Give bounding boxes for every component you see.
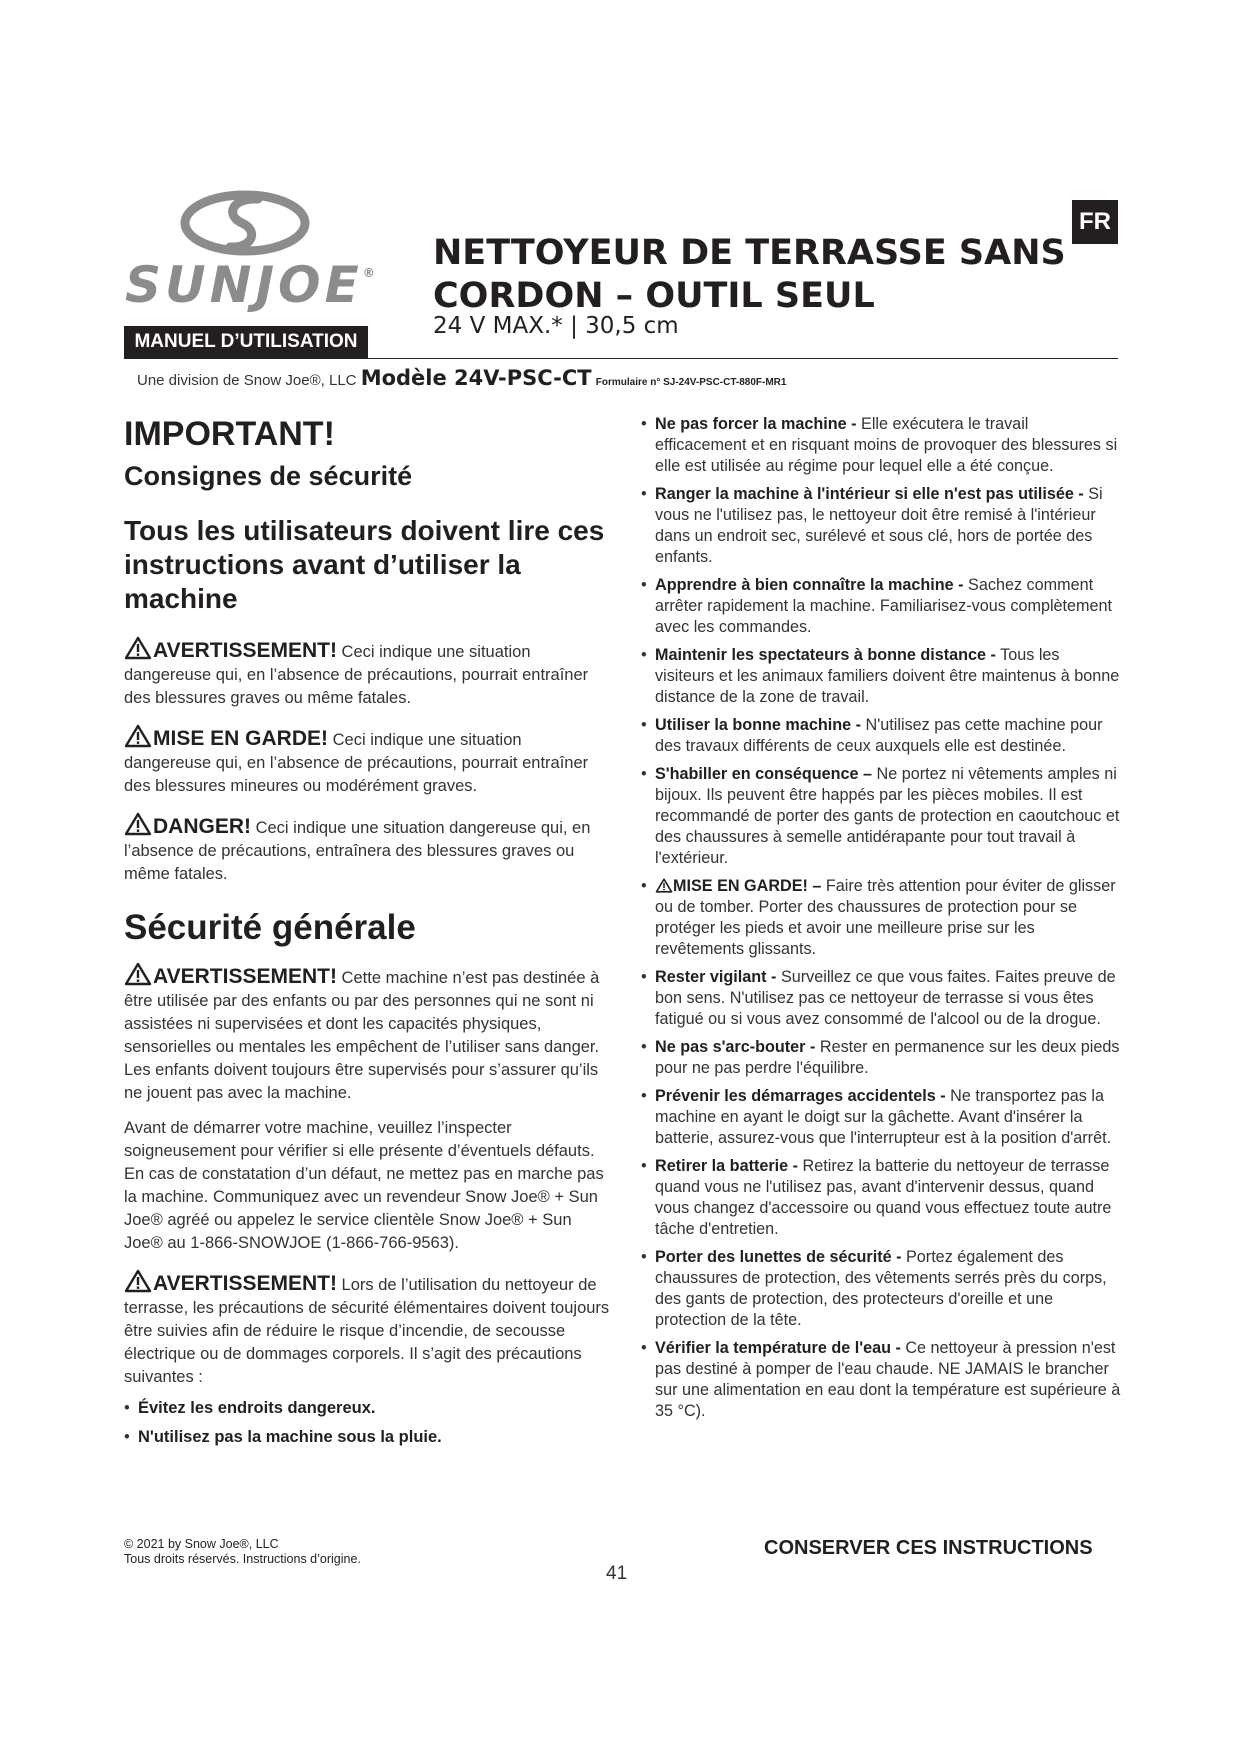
- logo-wordmark: SUNJOE®: [125, 256, 375, 314]
- list-item: • Apprendre à bien connaître la machine - Sachez comment arrêter rapidement la machine. Familiarisez-vous complètement avec les commandes.: [637, 575, 1121, 638]
- safety-rules-list: [637, 414, 1121, 1422]
- caution-triangle-icon: [655, 878, 673, 893]
- danger-triangle-icon: [124, 812, 152, 836]
- precautions-list: [124, 1397, 610, 1449]
- warning-definition: AVERTISSEMENT! Ceci indique une situation dangereuse qui, en l’absence de précautions, pourrait entraîner des blessures graves ou même fatales.: [124, 636, 610, 710]
- left-column: [124, 414, 610, 1449]
- safety-subheading: Consignes de sécurité: [124, 461, 413, 491]
- danger-definition: DANGER! Ceci indique une situation dangereuse qui, en l’absence de précautions, entraînera des blessures graves ou même fatales.: [124, 812, 610, 886]
- list-item: • MISE EN GARDE! – Faire très attention pour éviter de glisser ou de tomber. Porter des chaussures de protection pour se protéger les pieds et avoir une meilleure prise sur les revêtements glissants.: [637, 876, 1121, 960]
- all-users-heading: Tous les utilisateurs doivent lire ces instructions avant d’utiliser la machine: [124, 515, 605, 614]
- list-item: • Vérifier la température de l'eau - Ce nettoyeur à pression n'est pas destiné à pomper de l'eau chaude. NE JAMAIS le brancher sur une alimentation en eau dont la température est supérieure à 35 °C).: [637, 1338, 1121, 1422]
- warning-triangle-icon: [124, 636, 152, 660]
- sunjoe-logo-icon: [180, 190, 310, 256]
- division-text: Une division de Snow Joe®, LLC: [137, 372, 357, 389]
- list-item: • Ranger la machine à l'intérieur si elle n'est pas utilisée - Si vous ne l'utilisez pas, le nettoyeur doit être remisé à l'intérieur dans un endroit sec, surélevé et sous clé, hors de portée des enfants.: [637, 484, 1121, 568]
- warning-triangle-icon: [124, 1269, 152, 1293]
- warning-triangle-icon: [124, 962, 152, 986]
- model-number: Modèle 24V-PSC-CT: [360, 366, 592, 390]
- list-item: • Rester vigilant - Surveillez ce que vous faites. Faites preuve de bon sens. N'utilisez pas ce nettoyeur de terrasse si vous êtes fatigué ou si vous avez consommé de l'alcool ou de la drogue.: [637, 967, 1121, 1030]
- list-item: • Utiliser la bonne machine - N'utilisez pas cette machine pour des travaux différents de ceux auxquels elle est destinée.: [637, 715, 1121, 757]
- caution-definition: MISE EN GARDE! Ceci indique une situation dangereuse qui, en l’absence de précautions, pourrait entraîner des blessures mineures ou modérément graves.: [124, 724, 610, 798]
- header-divider: [124, 358, 1118, 359]
- list-item: • Maintenir les spectateurs à bonne distance - Tous les visiteurs et les animaux familiers doivent être maintenus à bonne distance de la zone de travail.: [637, 645, 1121, 708]
- page-number: 41: [606, 1563, 628, 1584]
- title-line-2: CORDON – OUTIL SEUL: [433, 276, 875, 316]
- list-item: • Évitez les endroits dangereux.: [124, 1397, 610, 1420]
- form-number: Formulaire n° SJ-24V-PSC-CT-880F-MR1: [595, 377, 787, 388]
- model-line: [137, 366, 786, 390]
- list-item: • Retirer la batterie - Retirez la batterie du nettoyeur de terrasse quand vous ne l'utilisez pas, avant d'intervenir dessus, quand vous changez d'accessoire ou quand vous effectuez toute autre tâche d'entretien.: [637, 1156, 1121, 1240]
- important-heading: IMPORTANT!: [124, 415, 335, 453]
- page-subtitle: 24 V MAX.* | 30,5 cm: [433, 313, 679, 339]
- list-item: • N'utilisez pas la machine sous la pluie.: [124, 1426, 610, 1449]
- caution-triangle-icon: [124, 724, 152, 748]
- list-item: • Prévenir les démarrages accidentels - Ne transportez pas la machine en ayant le doigt sur la gâchette. Avant d'insérer la batterie, assurez-vous que l'interrupteur est à la position d'arrêt.: [637, 1086, 1121, 1149]
- copyright: © 2021 by Snow Joe®, LLC Tous droits réservés. Instructions d’origine.: [124, 1537, 361, 1566]
- children-warning: AVERTISSEMENT! Cette machine n’est pas destinée à être utilisée par des enfants ou par des personnes qui ne sont ni assistées ni supervisées et dont les capacités physiques, sensorielles ou mentales les empêchent de l’utiliser sans danger. Les enfants doivent toujours être supervisés pour s’assurer qu’ils ne jouent pas avec la machine.: [124, 962, 610, 1105]
- list-item: • S'habiller en conséquence – Ne portez ni vêtements amples ni bijoux. Ils peuvent être happés par les pièces mobiles. Il est recommandé de porter des gants de protection en caoutchouc et des chaussures à semelle antidérapante pour tout travail à l'extérieur.: [637, 764, 1121, 869]
- inspection-paragraph: Avant de démarrer votre machine, veuillez l’inspecter soigneusement pour vérifier si elle présente d’éventuels défauts. En cas de constatation d’un défaut, ne mettez pas en marche pas la machine. Communiquez avec un revendeur Snow Joe® + Sun Joe® agréé ou appelez le service clientèle Snow Joe® + Sun Joe® au 1-866-SNOWJOE (1-866-766-9563).: [124, 1119, 604, 1252]
- right-column: [637, 414, 1121, 1429]
- language-badge: FR: [1072, 200, 1118, 244]
- general-safety-heading: Sécurité générale: [124, 908, 416, 947]
- page-title: [433, 232, 1066, 318]
- list-item: • Porter des lunettes de sécurité - Portez également des chaussures de protection, des vêtements serrés près du corps, des gants de protection, des protecteurs d'oreille et une protection de la tête.: [637, 1247, 1121, 1331]
- list-item: • Ne pas forcer la machine - Elle exécutera le travail efficacement et en risquant moins de provoquer des blessures si elle est utilisée au régime pour lequel elle a été conçue.: [637, 414, 1121, 477]
- title-line-1: NETTOYEUR DE TERRASSE SANS: [433, 233, 1066, 273]
- basic-precautions-warning: AVERTISSEMENT! Lors de l’utilisation du nettoyeur de terrasse, les précautions de sécurité élémentaires doivent toujours être suivies afin de réduire le risque d’incendie, de secousse électrique ou de dommages corporels. Il s’agit des précautions suivantes :: [124, 1269, 610, 1389]
- list-item: • Ne pas s'arc-bouter - Rester en permanence sur les deux pieds pour ne pas perdre l'équilibre.: [637, 1037, 1121, 1079]
- keep-instructions-note: CONSERVER CES INSTRUCTIONS: [764, 1537, 1093, 1559]
- manual-label: MANUEL D’UTILISATION: [124, 326, 368, 358]
